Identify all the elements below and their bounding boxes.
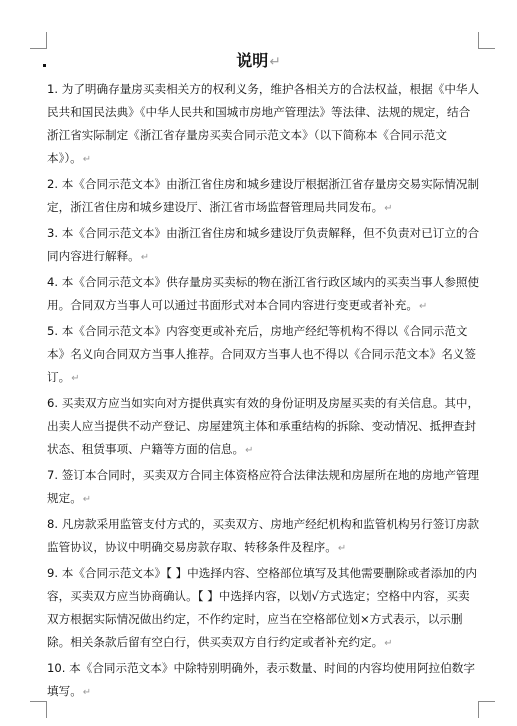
paragraph-8 [47, 513, 481, 560]
paragraph-text: 3. 本《合同示范文本》由浙江省住房和城乡建设厅负责解释，但不负责对已订立的合同内容进行解释。 [47, 226, 480, 263]
paragraph-mark-icon: ↵ [245, 445, 254, 456]
page-corner-bottom-left [30, 701, 47, 718]
page-corner-top-right [478, 32, 495, 49]
paragraph-text: 10. 本《合同示范文本》中除特别明确外，表示数量、时间的内容均使用阿拉伯数字填写。 [47, 661, 475, 698]
paragraph-mark-icon: ↵ [337, 543, 347, 554]
title-text: 说明 [236, 51, 269, 70]
page-title [0, 48, 517, 71]
paragraph-1 [47, 78, 481, 171]
paragraph-text: 5. 本《合同示范文本》内容变更或补充后，房地产经纪等机构不得以《合同示范文本》名义向合同双方当事人推荐。合同双方当事人也不得以《合同示范文本》名义签订。 [47, 324, 476, 384]
paragraph-5 [47, 320, 481, 390]
paragraph-6 [47, 392, 481, 462]
paragraph-mark-icon: ↵ [269, 54, 281, 70]
paragraph-text: 2. 本《合同示范文本》由浙江省住房和城乡建设厅根据浙江省存量房交易实际情况制定，浙江省住房和城乡建设厅、浙江省市场监督管理局共同发布。 [47, 177, 480, 214]
paragraph-2 [47, 173, 481, 220]
paragraph-text: 9. 本《合同示范文本》【 】中选择内容、空格部位填写及其他需要删除或者添加的内容，买卖双方应当协商确认。【 】中选择内容，以划√方式选定；空格中内容，买卖双方根据实际情况做出约定，不作约定时，应当在空格部位划×方式表示，以示删除。相关条款后留有空白行，供买卖双方自行约定或者补充约定。 [47, 566, 478, 649]
paragraph-mark-icon: ↵ [82, 494, 92, 505]
paragraph-text: 6. 买卖双方应当如实向对方提供真实有效的身份证明及房屋买卖的有关信息。其中，出卖人应当提供不动产登记、房屋建筑主体和承重结构的拆除、变动情况、抵押查封状态、租赁事项、户籍等方面的信息。 [47, 396, 480, 456]
paragraph-text: 7. 签订本合同时，买卖双方合同主体资格应符合法律法规和房屋所在地的房地产管理规定。 [47, 468, 480, 505]
page-corner-top-left [30, 32, 47, 49]
paragraph-mark-icon: ↵ [384, 203, 393, 214]
paragraph-mark-icon: ↵ [82, 154, 92, 165]
paragraph-mark-icon: ↵ [384, 638, 393, 649]
paragraph-mark-icon: ↵ [419, 301, 428, 312]
paragraph-7 [47, 464, 481, 511]
paragraph-text: 8. 凡房款采用监管支付方式的，买卖双方、房地产经纪机构和监管机构另行签订房款监管协议，协议中明确交易房款存取、转移条件及程序。 [47, 517, 480, 554]
paragraph-4 [47, 271, 481, 318]
paragraph-text: 4. 本《合同示范文本》供存量房买卖标的物在浙江省行政区域内的买卖当事人参照使用。合同双方当事人可以通过书面形式对本合同内容进行变更或者补充。 [47, 275, 480, 312]
paragraph-3 [47, 222, 481, 269]
paragraph-text: 1. 为了明确存量房买卖相关方的权利义务，维护各相关方的合法权益，根据《中华人民共和国民法典》《中华人民共和国城市房地产管理法》等法律、法规的规定，结合浙江省实际制定《浙江省存量房买卖合同示范文本》（以下简称本《合同示范文本》）。 [47, 82, 480, 165]
document-body [47, 78, 481, 705]
paragraph-10 [47, 657, 481, 704]
paragraph-mark-icon: ↵ [71, 373, 80, 384]
paragraph-mark-icon: ↵ [82, 687, 92, 698]
paragraph-mark-icon: ↵ [140, 252, 150, 263]
paragraph-9 [47, 562, 481, 655]
